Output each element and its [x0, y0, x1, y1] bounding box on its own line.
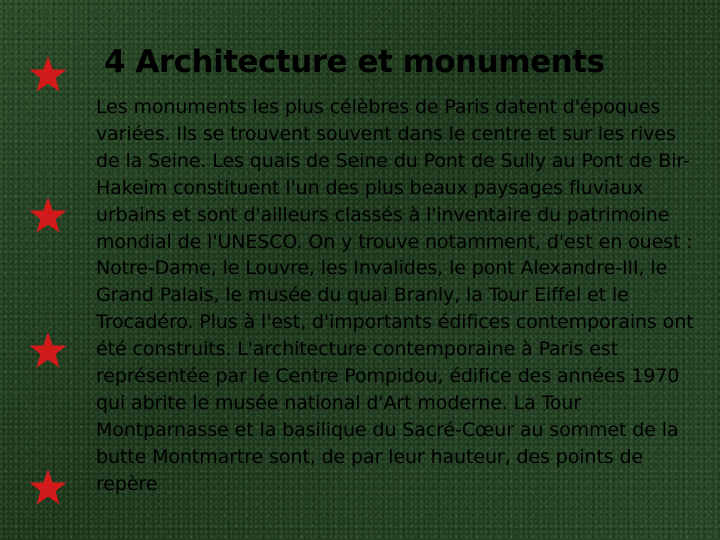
red-star-icon [26, 466, 70, 510]
red-star-icon [26, 194, 70, 238]
slide-body-text: Les monuments les plus célèbres de Paris datent d'époques variées. Ils se trouvent souvent dans le centre et sur les rives de la Seine. Les quais de Seine du Pont de Sully au Pont de Bir-Hakeim constituent l'un des plus beaux paysages fluviaux urbains et sont d'ailleurs classés à l'inventaire du patrimoine mondial de l'UNESCO. On y trouve notamment, d'est en ouest : Notre-Dame, le Louvre, les Invalides, le pont Alexandre-III, le Grand Palais, le musée du quai Branly, la Tour Eiffel et le Trocadéro. Plus à l'est, d'importants édifices contemporains ont été construits. L'architecture contemporaine à Paris est représentée par le Centre Pompidou, édifice des années 1970 qui abrite le musée national d'Art moderne. La Tour Montparnasse et la basilique du Sacré-Cœur au sommet de la butte Montmartre sont, de par leur hauteur, des points de repère [96, 96, 694, 495]
slide-title: 4 Architecture et monuments [104, 44, 605, 80]
red-star-icon [26, 329, 70, 373]
red-star-icon [26, 53, 70, 97]
